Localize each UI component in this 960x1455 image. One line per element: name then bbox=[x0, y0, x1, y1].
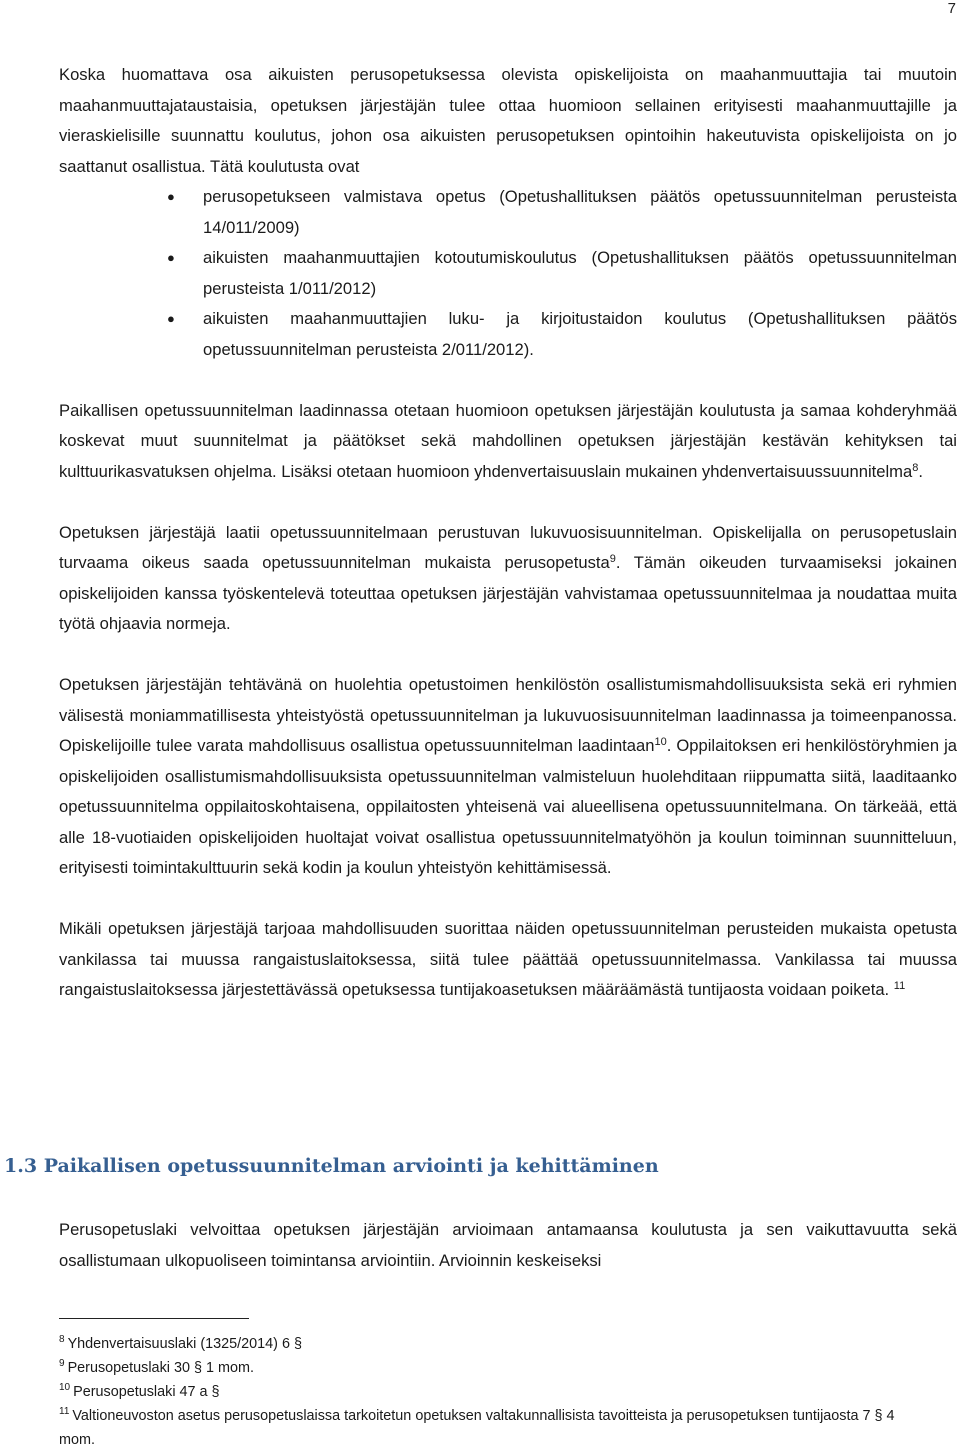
footnote-text: Valtioneuvoston asetus perusopetuslaissa tarkoitetun opetuksen valtakunnallisista tavoitteista ja perusopetuksen tuntijaosta 7 § 4 mom. bbox=[59, 1408, 895, 1448]
section-heading bbox=[4, 1155, 659, 1177]
section-body bbox=[59, 1215, 957, 1276]
footnotes bbox=[59, 1332, 919, 1452]
footnote bbox=[59, 1356, 919, 1380]
paragraph-participation: Opetuksen järjestäjän tehtävänä on huolehtia opetustoimen henkilöstön osallistumismahdollisuuksista sekä eri ryhmien välisestä moniammatillisesta yhteistyöstä opetussuunnitelman ja lukuvuosisuunnitelman laadinnassa ja toimeenpanossa. Opiskelijoille tulee varata mahdollisuus osallistua opetussuunnitelman laadintaan$^{10}$. Oppilaitoksen eri henkilöstöryhmien ja opiskelijoiden osallistumismahdollisuuksista opetussuunnitelman valmisteluun huolehditaan riippumatta siitä, laaditaanko opetussuunnitelma oppilaitoskohtaisena, oppilaitosten yhteisenä vai alueellisena opetussuunnitelmana. On tärkeää, että alle 18-vuotiaiden opiskelijoiden huoltajat voivat osallistua opetussuunnitelmatyöhön ja koulun toiminnan suunnitteluun, erityisesti toimintakulttuurin sekä kodin ja koulun yhteistyön kehittämisessä. bbox=[59, 675, 957, 877]
document-body bbox=[59, 60, 957, 1006]
paragraph-equality-plan: Paikallisen opetussuunnitelman laadinnassa otetaan huomioon opetuksen järjestäjän koulutusta ja samaa kohderyhmää koskevat muut suunnitelmat ja päätökset sekä mahdollinen opetuksen järjestäjän kestävän kehityksen tai kulttuurikasvatuksen ohjelma. Lisäksi otetaan huomioon yhdenvertaisuuslain mukainen yhdenvertaisuussuunnitelma$^8$. bbox=[59, 400, 957, 481]
footnote-text: Perusopetuslaki 30 § 1 mom. bbox=[67, 1360, 254, 1376]
bullet-list bbox=[59, 182, 957, 365]
list-item-text: aikuisten maahanmuuttajien kotoutumiskoulutus (Opetushallituksen päätös opetussuunnitelman perusteista 1/011/2012) bbox=[203, 248, 957, 298]
paragraph-prison-education: Mikäli opetuksen järjestäjä tarjoaa mahdollisuuden suorittaa näiden opetussuunnitelman perusteiden mukaista opetusta vankilassa tai muussa rangaistuslaitoksessa, siitä tulee päättää opetussuunnitelmassa. Vankilassa tai muussa rangaistuslaitoksessa järjestettävässä opetuksessa tuntijakoasetuksen määräämästä tuntijaosta voidaan poiketa. $^{11}$ bbox=[59, 919, 957, 999]
footnote-number: 10 bbox=[59, 1382, 71, 1393]
page-number: 7 bbox=[947, 0, 956, 17]
footnote-number: 11 bbox=[59, 1406, 70, 1417]
list-item bbox=[59, 304, 957, 365]
bullet-icon: ● bbox=[167, 189, 175, 204]
section-number: 1.3 bbox=[4, 1155, 38, 1177]
footnote bbox=[59, 1404, 919, 1452]
bullet-icon: ● bbox=[167, 250, 175, 265]
intro-paragraph: Koska huomattava osa aikuisten perusopetuksessa olevista opiskelijoista on maahanmuuttajia tai muutoin maahanmuuttajataustaisia, opetuksen järjestäjän tulee ottaa huomioon sellainen erityisesti maahanmuuttajille ja vieraskielisille suunnattu koulutus, johon osa aikuisten perusopetuksen opintoihin hakeutuvista opiskelijoista on jo saattanut osallistua. Tätä koulutusta ovat bbox=[59, 65, 957, 176]
footnote-number: 9 bbox=[59, 1358, 65, 1369]
paragraph-evaluation: Perusopetuslaki velvoittaa opetuksen järjestäjän arvioimaan antamaansa koulutusta ja sen vaikuttavuutta sekä osallistumaan ulkopuoliseen toimintansa arviointiin. Arvioinnin keskeiseksi bbox=[59, 1220, 957, 1270]
list-item-text: aikuisten maahanmuuttajien luku- ja kirjoitustaidon koulutus (Opetushallituksen päätös opetussuunnitelman perusteista 2/011/2012). bbox=[203, 309, 957, 359]
section-title: Paikallisen opetussuunnitelman arviointi ja kehittäminen bbox=[43, 1155, 659, 1177]
footnote-ref[interactable]: 9 bbox=[609, 553, 616, 565]
footnote-ref[interactable]: 8 bbox=[912, 461, 919, 474]
footnote bbox=[59, 1332, 919, 1356]
footnote-number: 8 bbox=[59, 1334, 65, 1345]
footnote bbox=[59, 1380, 919, 1404]
list-item bbox=[59, 182, 957, 243]
footnote-text: Yhdenvertaisuuslaki (1325/2014) 6 § bbox=[67, 1336, 302, 1352]
list-item bbox=[59, 243, 957, 304]
footnote-ref[interactable]: 11 bbox=[893, 980, 906, 992]
footnote-text: Perusopetuslaki 47 a § bbox=[73, 1384, 220, 1400]
footnote-separator bbox=[59, 1318, 249, 1319]
paragraph-year-plan: Opetuksen järjestäjä laatii opetussuunnitelmaan perustuvan lukuvuosisuunnitelman. Opiskelijalla on perusopetuslain turvaama oikeus saada opetussuunnitelman mukaista perusopetusta$^9$. Tämän oikeuden turvaamiseksi jokainen opiskelijoiden kanssa työskentelevä toteuttaa opetuksen järjestäjän vahvistamaa opetussuunnitelmaa ja noudattaa muita työtä ohjaavia normeja. bbox=[59, 522, 957, 633]
footnote-ref[interactable]: 10 bbox=[654, 736, 667, 748]
bullet-icon: ● bbox=[167, 311, 175, 326]
list-item-text: perusopetukseen valmistava opetus (Opetushallituksen päätös opetussuunnitelman perusteista 14/011/2009) bbox=[203, 187, 957, 237]
